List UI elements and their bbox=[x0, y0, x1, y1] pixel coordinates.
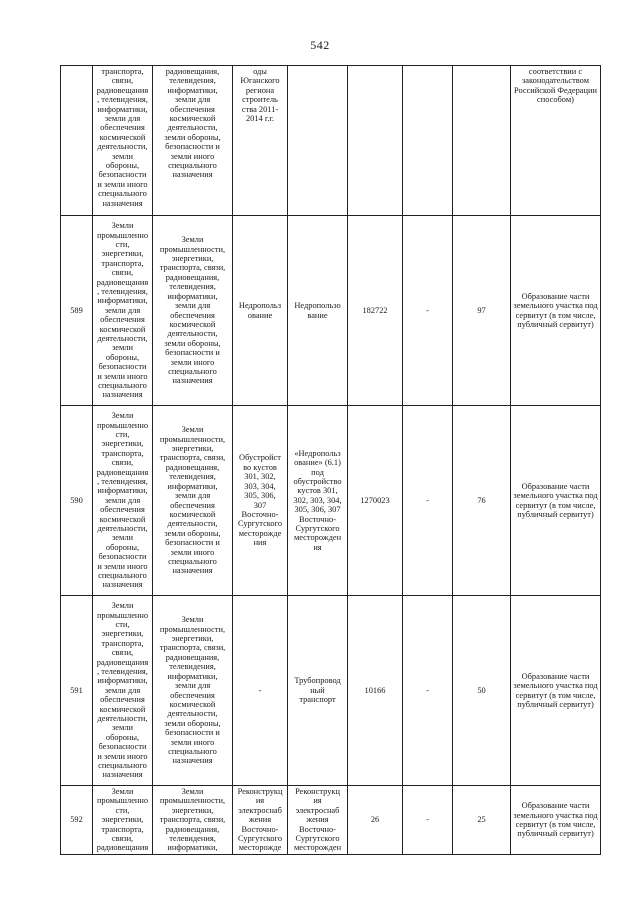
cell-term bbox=[453, 66, 511, 216]
cell-land-category: транспорта, связи, радиовещания , телевидения, информатики, земли для обеспечения космической деятельности, земли обороны, безопасности и земли иного специального назначения bbox=[93, 66, 153, 216]
cell-permitted-use: радиовещания, телевидения, информатики, земли для обеспечения космической деятельности, земли обороны, безопасности и земли иного специального назначения bbox=[153, 66, 233, 216]
cell-object: оды Юганского региона строитель ства 2011- 2014 г.г. bbox=[233, 66, 288, 216]
cell-area bbox=[348, 66, 403, 216]
cell-permitted-use: Земли промышленности, энергетики, транспорта, связи, радиовещания, телевидения, информатики, земли для обеспечения космической деятельности, земли обороны, безопасности и земли иного специального назначения bbox=[153, 406, 233, 596]
cell-number: 589 bbox=[61, 216, 93, 406]
cell-object: Обустройст во кустов 301, 302, 303, 304, 305, 306, 307 Восточно- Сургутского месторожде ния bbox=[233, 406, 288, 596]
table-row bbox=[61, 786, 601, 855]
cell-basis: соответствии с законодательством Российской Федерации способом) bbox=[511, 66, 601, 216]
table-row bbox=[61, 66, 601, 216]
cell-land-category: Земли промышленно сти, энергетики, транспорта, связи, радиовещания bbox=[93, 786, 153, 855]
cell-number: 592 bbox=[61, 786, 93, 855]
cell-number: 591 bbox=[61, 596, 93, 786]
cell-term: 97 bbox=[453, 216, 511, 406]
cell-area: 1270023 bbox=[348, 406, 403, 596]
cell-land-category: Земли промышленно сти, энергетики, транспорта, связи, радиовещания , телевидения, информатики, земли для обеспечения космической деятельности, земли обороны, безопасности и земли иного специального назначения bbox=[93, 596, 153, 786]
cell-number: 590 bbox=[61, 406, 93, 596]
cell-use-type: «Недропольз ование» (6.1) под обустройство кустов 301, 302, 303, 304, 305, 306, 307 Восточно- Сургутского месторожден ия bbox=[288, 406, 348, 596]
cell-dash: - bbox=[403, 786, 453, 855]
cell-area: 182722 bbox=[348, 216, 403, 406]
cell-basis: Образование части земельного участка под сервитут (в том числе, публичный сервитут) bbox=[511, 216, 601, 406]
cell-permitted-use: Земли промышленности, энергетики, транспорта, связи, радиовещания, телевидения, информатики, bbox=[153, 786, 233, 855]
cell-basis: Образование части земельного участка под сервитут (в том числе, публичный сервитут) bbox=[511, 786, 601, 855]
cell-land-category: Земли промышленно сти, энергетики, транспорта, связи, радиовещания , телевидения, информатики, земли для обеспечения космической деятельности, земли обороны, безопасности и земли иного специального назначения bbox=[93, 406, 153, 596]
cell-dash bbox=[403, 66, 453, 216]
cell-use-type: Реконструкц ия электроснаб жения Восточно- Сургутского месторожден bbox=[288, 786, 348, 855]
cell-number bbox=[61, 66, 93, 216]
cell-land-category: Земли промышленно сти, энергетики, транспорта, связи, радиовещания , телевидения, информатики, земли для обеспечения космической деятельности, земли обороны, безопасности и земли иного специального назначения bbox=[93, 216, 153, 406]
cell-use-type bbox=[288, 66, 348, 216]
cell-object: Реконструкц ия электроснаб жения Восточно- Сургутского месторожде bbox=[233, 786, 288, 855]
cell-term: 76 bbox=[453, 406, 511, 596]
cell-basis: Образование части земельного участка под сервитут (в том числе, публичный сервитут) bbox=[511, 406, 601, 596]
cell-dash: - bbox=[403, 596, 453, 786]
table-row bbox=[61, 216, 601, 406]
page-number: 542 bbox=[310, 38, 330, 52]
cell-object: - bbox=[233, 596, 288, 786]
cell-permitted-use: Земли промышленности, энергетики, транспорта, связи, радиовещания, телевидения, информатики, земли для обеспечения космической деятельности, земли обороны, безопасности и земли иного специального назначения bbox=[153, 216, 233, 406]
cell-term: 50 bbox=[453, 596, 511, 786]
cell-use-type: Трубопровод ный транспорт bbox=[288, 596, 348, 786]
table-row bbox=[61, 596, 601, 786]
cell-dash: - bbox=[403, 406, 453, 596]
cell-area: 10166 bbox=[348, 596, 403, 786]
cell-object: Недропольз ование bbox=[233, 216, 288, 406]
cell-area: 26 bbox=[348, 786, 403, 855]
table-row bbox=[61, 406, 601, 596]
cell-dash: - bbox=[403, 216, 453, 406]
cell-permitted-use: Земли промышленности, энергетики, транспорта, связи, радиовещания, телевидения, информатики, земли для обеспечения космической деятельности, земли обороны, безопасности и земли иного специального назначения bbox=[153, 596, 233, 786]
land-registry-table bbox=[60, 65, 601, 855]
cell-term: 25 bbox=[453, 786, 511, 855]
cell-use-type: Недропользо вание bbox=[288, 216, 348, 406]
cell-basis: Образование части земельного участка под сервитут (в том числе, публичный сервитут) bbox=[511, 596, 601, 786]
